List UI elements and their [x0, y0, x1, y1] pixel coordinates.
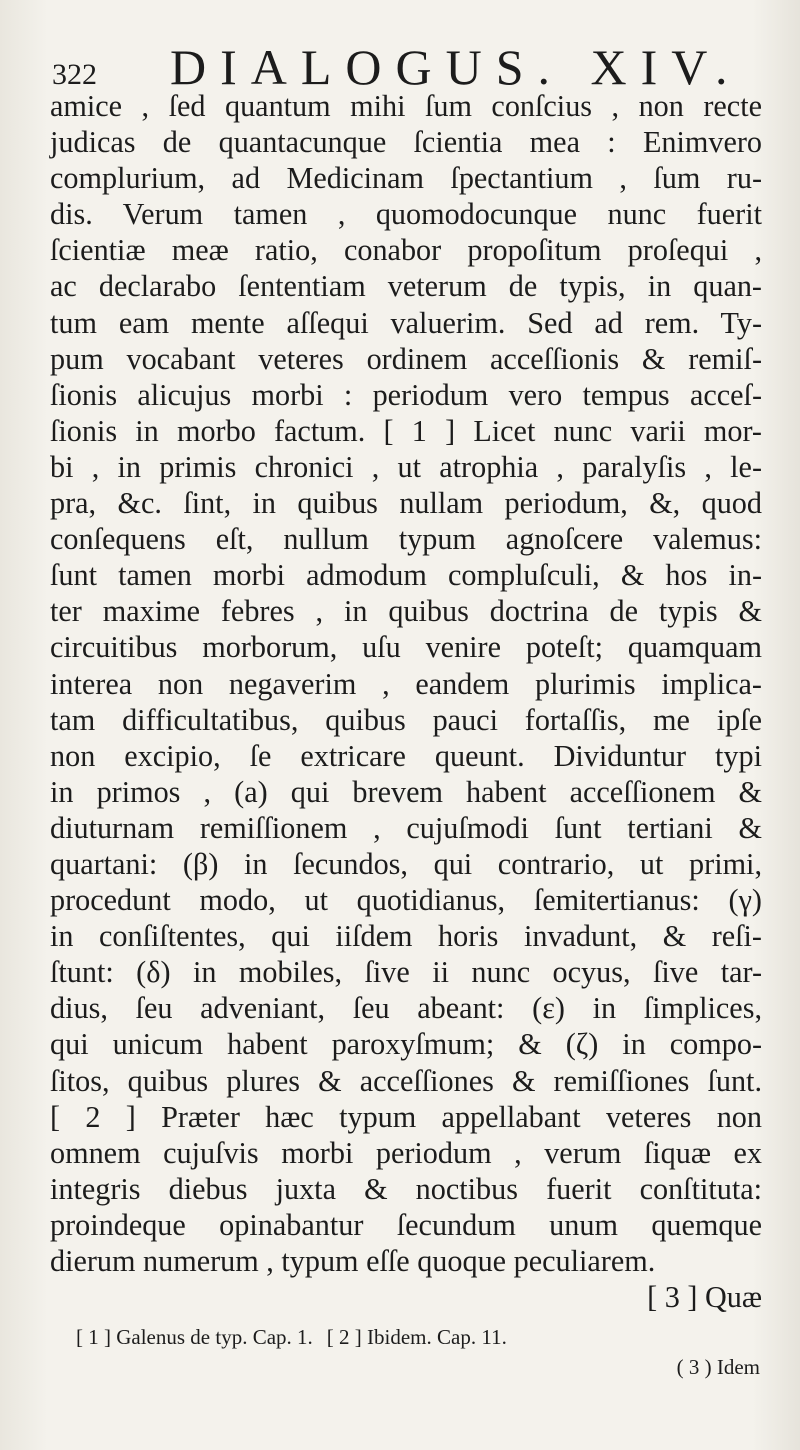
- text-line: ac declarabo ſententiam veterum de typis, in quan-: [50, 269, 762, 304]
- text-line: tum eam mente aſſequi valuerim. Sed ad rem. Ty-: [50, 305, 762, 340]
- footnote-1: [ 1 ] Galenus de typ. Cap. 1.: [76, 1325, 313, 1349]
- text-line: circuitibus morborum, uſu venire poteſt; quamquam: [50, 630, 762, 665]
- text-line: ſcientiæ meæ ratio, conabor propoſitum proſequi ,: [50, 233, 762, 268]
- text-line: non excipio, ſe extricare queunt. Dividuntur typi: [50, 738, 762, 773]
- footnote-3: ( 3 ) Idem: [676, 1355, 760, 1379]
- text-line: in primos , (a) qui brevem habent acceſſionem &: [50, 774, 762, 809]
- body-text: [50, 88, 762, 1315]
- text-line: ſtunt: (δ) in mobiles, ſive ii nunc ocyus, ſive tar-: [50, 955, 762, 990]
- text-line: proindeque opinabantur ſecundum unum quemque: [50, 1207, 762, 1242]
- text-line: complurium, ad Medicinam ſpectantium , ſum ru-: [50, 161, 762, 196]
- text-line: ſionis alicujus morbi : periodum vero tempus acceſ-: [50, 377, 762, 412]
- catchword: [ 3 ] Quæ: [647, 1280, 762, 1315]
- text-line: judicas de quantacunque ſcientia mea : Enimvero: [50, 125, 762, 160]
- text-line: pum vocabant veteres ordinem acceſſionis & remiſ-: [50, 341, 762, 376]
- running-head: DIALOGUS. XIV.: [170, 39, 742, 95]
- footnote-line: [76, 1322, 766, 1352]
- text-line: amice , ſed quantum mihi ſum conſcius , non recte: [50, 89, 762, 123]
- text-line: omnem cujuſvis morbi periodum , verum ſiquæ ex: [50, 1135, 762, 1170]
- text-line: ſionis in morbo factum. [ 1 ] Licet nunc varii mor-: [50, 413, 762, 448]
- text-line: dis. Verum tamen , quomodocunque nunc fuerit: [50, 197, 762, 232]
- text-line: procedunt modo, ut quotidianus, ſemitertianus: (γ): [50, 883, 762, 918]
- text-line: ter maxime febres , in quibus doctrina de typis &: [50, 594, 762, 629]
- text-line: conſequens eſt, nullum typum agnoſcere valemus:: [50, 522, 762, 557]
- text-line: in conſiſtentes, qui iiſdem horis invadunt, & reſi-: [50, 919, 762, 954]
- text-line: tam difficultatibus, quibus pauci fortaſſis, me ipſe: [50, 702, 762, 737]
- footnotes: [76, 1322, 766, 1382]
- text-line: [ 2 ] Præter hæc typum appellabant veteres non: [50, 1099, 762, 1134]
- text-line: qui unicum habent paroxyſmum; & (ζ) in compo-: [50, 1027, 762, 1062]
- text-line: integris diebus juxta & noctibus fuerit conſtituta:: [50, 1171, 762, 1206]
- text-line: bi , in primis chronici , ut atrophia , paralyſis , le-: [50, 449, 762, 484]
- footnote-2: [ 2 ] Ibidem. Cap. 11.: [326, 1325, 507, 1349]
- text-line: dius, ſeu adveniant, ſeu abeant: (ε) in ſimplices,: [50, 991, 762, 1026]
- text-line: interea non negaverim , eandem plurimis implica-: [50, 666, 762, 701]
- page-number: 322: [52, 58, 97, 91]
- text-line: quartani: (β) in ſecundos, qui contrario, ut primi,: [50, 846, 762, 881]
- text-line: ſunt tamen morbi admodum compluſculi, & hos in-: [50, 558, 762, 593]
- text-line: pra, &c. ſint, in quibus nullam periodum, &, quod: [50, 486, 762, 521]
- text-line: dierum numerum , typum eſſe quoque peculiarem.: [50, 1244, 656, 1278]
- text-line: diuturnam remiſſionem , cujuſmodi ſunt tertiani &: [50, 810, 762, 845]
- text-line: ſitos, quibus plures & acceſſiones & remiſſiones ſunt.: [50, 1063, 762, 1098]
